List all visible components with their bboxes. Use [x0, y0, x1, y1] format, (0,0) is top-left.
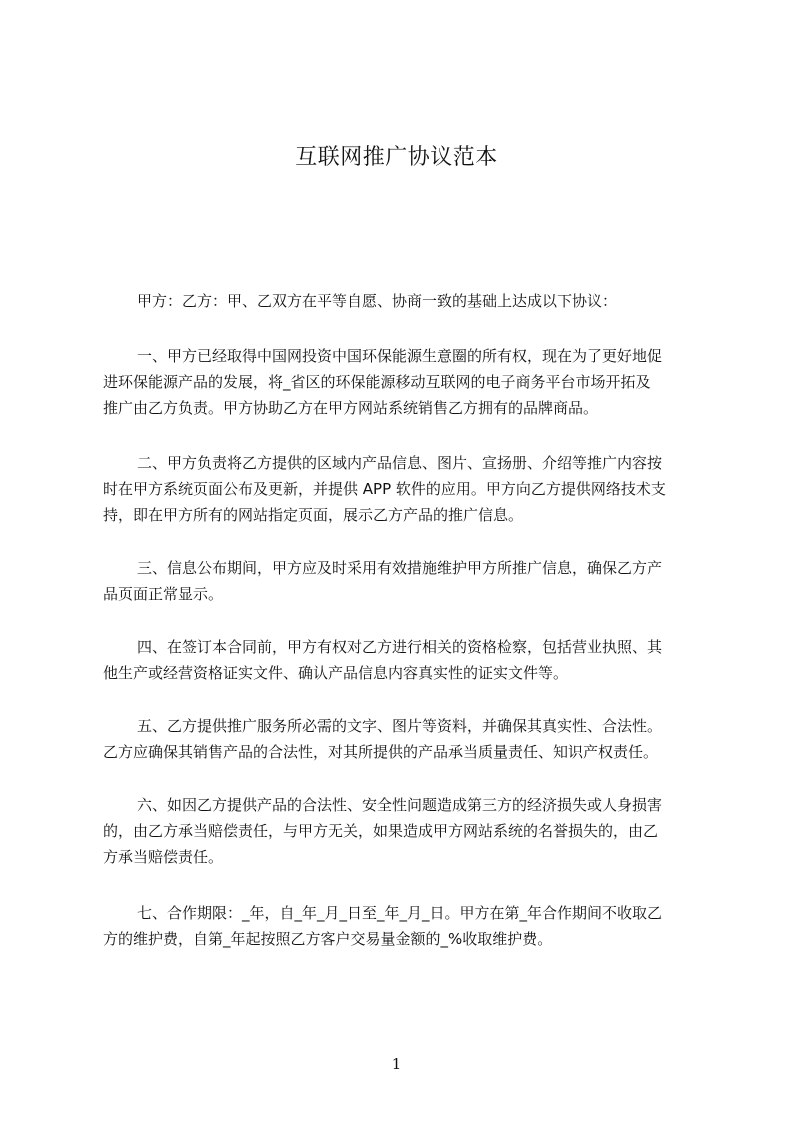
clause-line: 三、信息公布期间，甲方应及时采用有效措施维护甲方所推广信息，确保乙方产 — [137, 559, 663, 577]
document-title: 互联网推广协议范本 — [295, 145, 498, 170]
intro-line: 甲方：乙方：甲、乙双方在平等自愿、协商一致的基础上达成以下协议： — [137, 292, 618, 310]
clause-line: 一、甲方已经取得中国网投资中国环保能源生意圈的所有权，现在为了更好地促 — [137, 347, 663, 365]
clause-1 — [103, 343, 703, 421]
clause-line: 推广由乙方负责。甲方协助乙方在甲方网站系统销售乙方拥有的品牌商品。 — [103, 399, 599, 417]
clause-3 — [103, 555, 703, 607]
clause-line: 乙方应确保其销售产品的合法性，对其所提供的产品承当质量责任、知识产权责任。 — [103, 743, 659, 761]
clause-line: 二、甲方负责将乙方提供的区域内产品信息、图片、宣扬册、介绍等推广内容按 — [137, 454, 663, 472]
page-number: 1 — [391, 1055, 402, 1073]
clause-5 — [103, 713, 703, 765]
intro-paragraph — [103, 288, 703, 314]
clause-line: 六、如因乙方提供产品的合法性、安全性问题造成第三方的经济损失或人身损害 — [137, 796, 663, 814]
clause-line: 时在甲方系统页面公布及更新，并提供 APP 软件的应用。甲方向乙方提供网络技术支 — [103, 480, 666, 498]
clause-line: 的，由乙方承当赔偿责任，与甲方无关，如果造成甲方网站系统的名誉损失的，由乙 — [103, 822, 659, 840]
clause-line: 他生产或经营资格证实文件、确认产品信息内容真实性的证实文件等。 — [103, 664, 569, 682]
clause-line: 四、在签订本合同前，甲方有权对乙方进行相关的资格检察，包括营业执照、其 — [137, 638, 663, 656]
clause-line: 进环保能源产品的发展，将_省区的环保能源移动互联网的电子商务平台市场开拓及 — [103, 373, 651, 391]
clause-line: 品页面正常显示。 — [103, 585, 224, 603]
clause-line: 方承当赔偿责任。 — [103, 848, 224, 866]
clause-4 — [103, 634, 703, 686]
clause-7 — [103, 900, 703, 952]
clause-line: 七、合作期限：_年，自_年_月_日至_年_月_日。甲方在第_年合作期间不收取乙 — [137, 904, 663, 922]
clause-line: 持，即在甲方所有的网站指定页面，展示乙方产品的推广信息。 — [103, 506, 524, 524]
clause-line: 五、乙方提供推广服务所必需的文字、图片等资料，并确保其真实性、合法性。 — [137, 717, 663, 735]
clause-2 — [103, 450, 703, 528]
clause-line: 方的维护费，自第_年起按照乙方客户交易量金额的_%收取维护费。 — [103, 930, 553, 948]
clause-6 — [103, 792, 703, 870]
